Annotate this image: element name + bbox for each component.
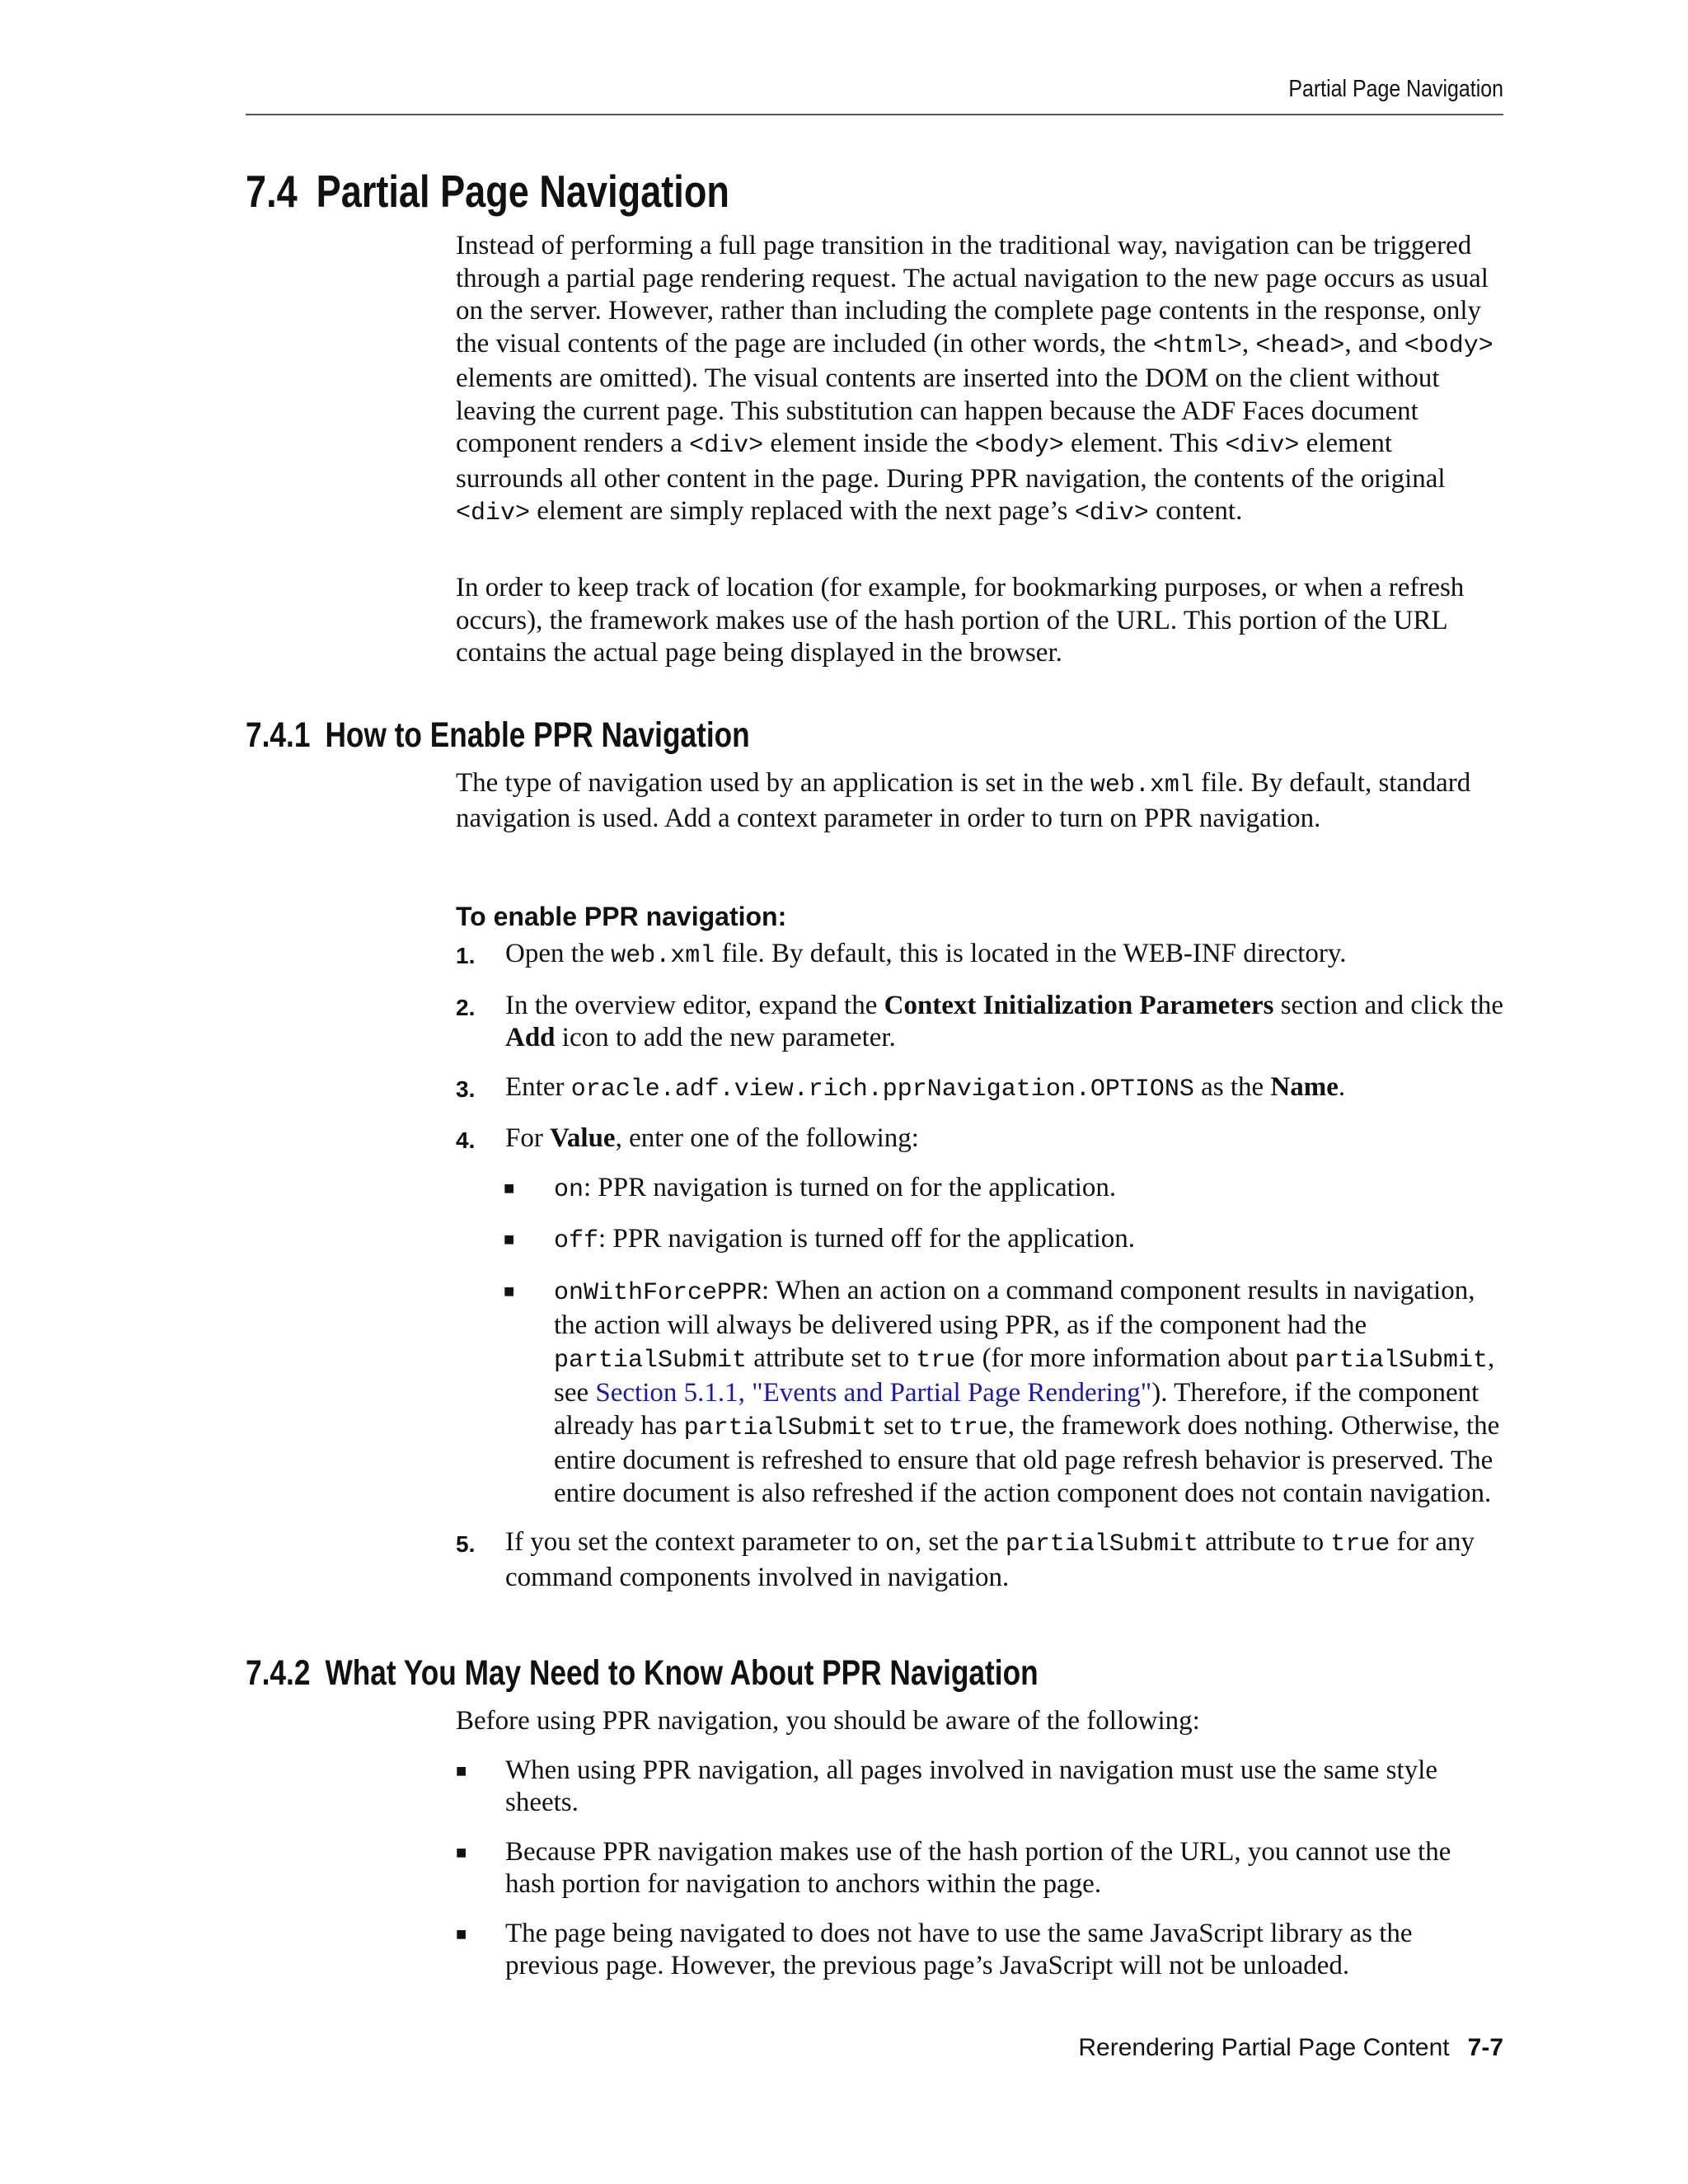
bullet-icon: ■ (504, 1229, 515, 1249)
subsection-heading-enable (246, 715, 750, 756)
procedure-steps (456, 938, 1504, 1594)
subsection-title: What You May Need to Know About PPR Navigation (325, 1653, 1039, 1693)
paragraph-hash-url: In order to keep track of location (for example, for bookmarking purposes, or when a refresh occurs), the framework makes use of the hash portion of the URL. This portion of the URL contains the actual page being displayed in the browser. (456, 573, 1465, 668)
subsection-number: 7.4.1 (246, 715, 311, 755)
code-partial-submit: partialSubmit (1005, 1530, 1198, 1558)
list-item (456, 1918, 1504, 1983)
step-1: 1. Open the web.xml file. By default, this is located in the WEB-INF directory. (456, 938, 1504, 973)
section-heading (246, 165, 729, 218)
paragraph-nav-type: The type of navigation used by an application is set in the web.xml file. By default, standard navigation is used. Add a context parameter in order to turn on PPR navigation. (456, 768, 1471, 833)
bullet-icon: ■ (456, 1923, 467, 1944)
ui-label-context-params: Context Initialization Parameters (884, 990, 1274, 1020)
ui-label-name: Name (1270, 1071, 1339, 1102)
code-div: <div> (1225, 432, 1300, 460)
section-cross-reference-link[interactable]: Section 5.1.1, "Events and Partial Page Rendering" (595, 1378, 1152, 1408)
header-rule (246, 114, 1503, 115)
bullet-icon: ■ (456, 1760, 467, 1781)
list-item (456, 1755, 1504, 1820)
code-div: <div> (689, 432, 764, 460)
bullet-icon: ■ (504, 1177, 515, 1198)
step-2: 2. In the overview editor, expand the Context Initialization Parameters section and click the Add icon to add the new parameter. (456, 990, 1504, 1052)
step-number: 1. (456, 943, 476, 968)
option-force-ppr: ■ onWithForcePPR: When an action on a command component results in navigation, the action will always be delivered using PPR, as if the component had the partialSubmit attribute set to true (for more information about partialSubmit, see Section 5.1.1, "Events and Partial Page Rendering"). Therefore, if the component already has partialSubmit set to true, the framework does nothing. Otherwise, the entire document is refreshed to ensure that old page refresh behavior is preserved. The entire document is also refreshed if the action component does not contain navigation. (504, 1275, 1500, 1508)
section-body-2 (456, 572, 1504, 670)
paragraph-ppr-navigation: Instead of performing a full page transition in the traditional way, navigation can be triggered through a partial page rendering request. The actual navigation to the new page occurs as usual on the server. However, rather than including the complete page contents in the response, only the visual contents of the page are included (in other words, the <html>, <head>, and <body> elements are omitted). The visual contents are inserted into the DOM on the client without leaving the current page. This substitution can happen because the ADF Faces document component renders a <div> element inside the <body> element. This <div> element surrounds all other content in the page. During PPR navigation, the contents of the original <div> element are simply replaced with the next page’s <div> content. (456, 231, 1493, 527)
subsection-heading-know (246, 1653, 1039, 1694)
code-partial-submit: partialSubmit (554, 1346, 748, 1375)
section-title: Partial Page Navigation (316, 166, 729, 217)
code-html: <html> (1152, 331, 1242, 360)
list-item-text: When using PPR navigation, all pages involved in navigation must use the same style sheets. (505, 1755, 1438, 1817)
procedure-title: To enable PPR navigation: (456, 902, 787, 931)
code-div: <div> (456, 499, 531, 527)
paragraph-before-using: Before using PPR navigation, you should be aware of the following: (456, 1706, 1200, 1736)
code-off: off (554, 1227, 599, 1255)
list-item (456, 1836, 1504, 1901)
step-5: 5. If you set the context parameter to on, set the partialSubmit attribute to true for any command components involved in navigation. (456, 1527, 1475, 1592)
code-body: <body> (974, 432, 1064, 460)
code-force-ppr: onWithForcePPR (554, 1278, 762, 1307)
code-true: true (948, 1413, 1008, 1442)
subsection-2-body (456, 1705, 1504, 1983)
list-item-text: The page being navigated to does not have to use the same JavaScript library as the previous page. However, the previous page’s JavaScript will not be unloaded. (505, 1918, 1413, 1980)
page-number: 7-7 (1467, 2034, 1503, 2061)
subsection-number: 7.4.2 (246, 1653, 311, 1693)
running-header: Partial Page Navigation (1288, 76, 1503, 102)
subsection-title: How to Enable PPR Navigation (325, 715, 750, 755)
code-web-xml: web.xml (611, 942, 715, 970)
subsection-intro (456, 767, 1504, 835)
page-footer (246, 2034, 1503, 2062)
list-item-text: Because PPR navigation makes use of the hash portion of the URL, you cannot use the hash portion for navigation to anchors within the page. (505, 1836, 1451, 1899)
code-on: on (554, 1175, 584, 1204)
code-true: true (1330, 1530, 1390, 1558)
code-partial-submit: partialSubmit (683, 1413, 877, 1442)
step-number: 4. (456, 1127, 476, 1153)
code-on: on (884, 1530, 915, 1558)
code-div: <div> (1074, 499, 1149, 527)
option-on: ■ on: PPR navigation is turned on for the application. (504, 1172, 1117, 1204)
step-4: 4. For Value, enter one of the following: (456, 1122, 1504, 1155)
code-head: <head> (1255, 331, 1345, 360)
ui-label-value: Value (550, 1123, 616, 1153)
code-web-xml: web.xml (1090, 771, 1194, 799)
bullet-icon: ■ (456, 1841, 467, 1863)
code-param-name: oracle.adf.view.rich.pprNavigation.OPTIONS (570, 1075, 1194, 1104)
bullet-icon: ■ (504, 1280, 515, 1301)
code-body: <body> (1404, 331, 1493, 360)
step-number: 3. (456, 1076, 476, 1102)
option-off: ■ off: PPR navigation is turned off for the application. (504, 1224, 1136, 1255)
step-3: 3. Enter oracle.adf.view.rich.pprNavigation.OPTIONS as the Name. (456, 1071, 1504, 1107)
code-partial-submit: partialSubmit (1295, 1346, 1489, 1375)
ui-label-add: Add (505, 1023, 556, 1052)
footer-chapter-title: Rerendering Partial Page Content (1078, 2034, 1450, 2061)
section-body (456, 230, 1504, 531)
code-true: true (916, 1346, 976, 1375)
step-number: 2. (456, 994, 476, 1020)
section-number: 7.4 (246, 166, 298, 217)
step-number: 5. (456, 1531, 476, 1557)
